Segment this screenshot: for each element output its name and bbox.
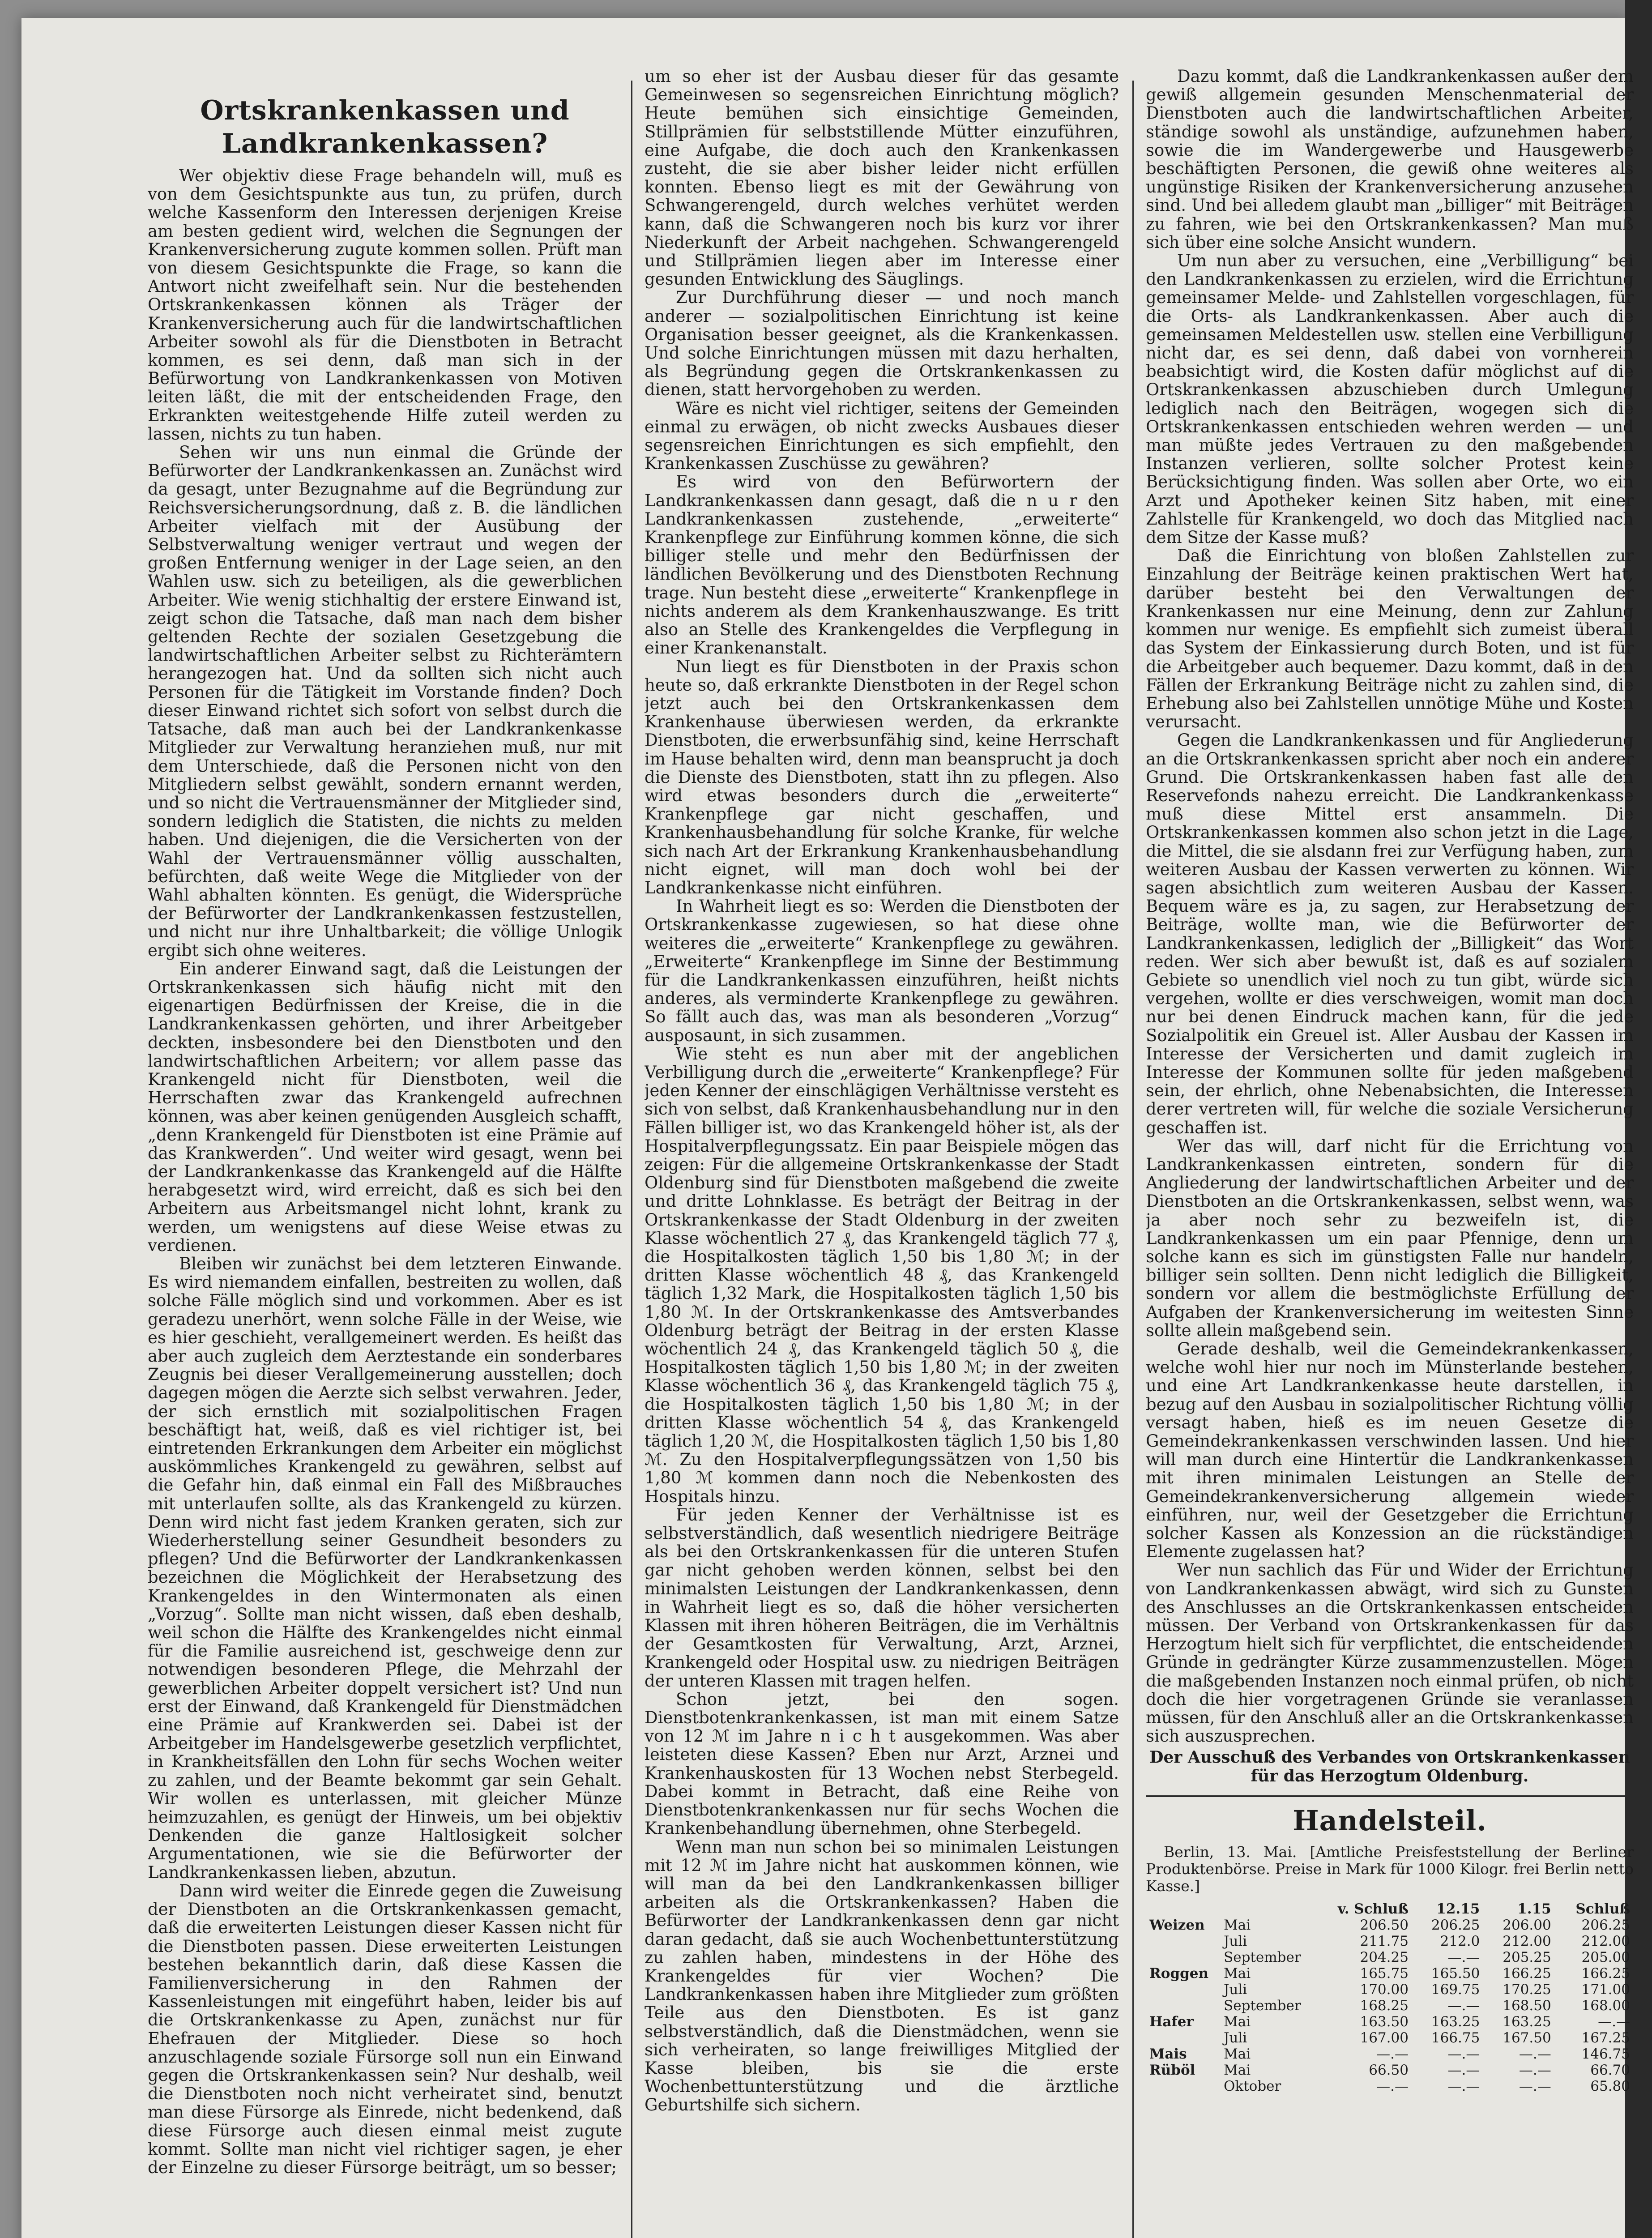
article-paragraph: Um nun aber zu versuchen, eine „Verbilligung“ bei den Landkrankenkassen zu erzielen, wird die Errichtung gemeinsamer Melde- und Zahlstellen vorgeschlagen, für die Orts- als Landkrankenkassen. Aber auch die gemeinsamen Meldestellen usw. stellen eine Verbilligung nicht dar, es sei denn, daß dabei von vornherein beabsichtigt wird, die Kosten dafür möglichst auf die Ortskrankenkassen abzuschieben durch Umlegung lediglich nach den Beiträgen, wogegen sich die Ortskrankenkassen entschieden wehren werden — und man müßte jedes Vertrauen zu den maßgebenden Instanzen verlieren, sollte solcher Protest keine Berücksichtigung finden. Was sollen aber Orte, wo ein Arzt und Apotheker keinen Sitz haben, mit einer Zahlstelle für Krankengeld, wo doch das Mitglied nach dem Sitze der Kasse muß? bbox=[1146, 251, 1634, 547]
article-paragraph: Gerade deshalb, weil die Gemeindekrankenkassen, welche wohl hier nur noch im Münsterlande bestehen, und eine Art Landkrankenkasse heute darstellen, in bezug auf den Ausbau in sozialpolitischer Richtung völlig versagt haben, hieß es im neuen Gesetze die Gemeindekrankenkassen verschwinden lassen. Und hier will man durch eine Hintertür die Landkrankenkassen mit ihren minimalen Leistungen an Stelle der Gemeindekrankenversicherung allgemein wieder einführen, nur, weil der Gesetzgeber die Errichtung solcher Kassen als Konzession an die rückständigen Elemente zugelassen hat? bbox=[1146, 1339, 1634, 1562]
price-cell: —.— bbox=[1447, 2046, 1480, 2063]
commodity-cell bbox=[1146, 1998, 1220, 2014]
price-table-row bbox=[1146, 2046, 1634, 2062]
article-paragraph: Dazu kommt, daß die Landkrankenkassen außer dem gewiß allgemein gesunden Menschenmaterial der Dienstboten auch die landwirtschaftlichen Arbeiter, ständige sowohl als unständige, aufzunehmen haben, sowie die im Wandergewerbe und Hausgewerbe beschäftigten Personen, die gewiß ohne weiteres als ungünstige Risiken der Krankenversicherung anzusehen sind. Und bei alledem glaubt man „billiger“ mit Beiträgen zu fahren, wie bei den Ortskrankenkassen? Man muß sich über eine solche Ansicht wundern. bbox=[1146, 67, 1634, 252]
article-paragraph: Wäre es nicht viel richtiger, seitens der Gemeinden einmal zu erwägen, ob nicht zwecks Ausbaues dieser segensreichen Einrichtungen es sich empfiehlt, den Krankenkassen Zuschüsse zu gewähren? bbox=[645, 398, 1119, 474]
market-section-title: Handelsteil. bbox=[1293, 1804, 1487, 1837]
price-cell: —.— bbox=[1376, 2046, 1409, 2063]
price-cell: 66.50 bbox=[1369, 2062, 1409, 2079]
month-cell: Oktober bbox=[1224, 2078, 1281, 2095]
price-cell: 163.25 bbox=[1503, 2014, 1551, 2030]
column-2 bbox=[645, 67, 1119, 2238]
commodity-cell bbox=[1146, 1949, 1220, 1965]
price-cell: 204.25 bbox=[1360, 1949, 1409, 1966]
column-rule-2 bbox=[1132, 81, 1134, 2238]
price-table-row bbox=[1146, 2062, 1634, 2078]
month-cell: Mai bbox=[1224, 1917, 1251, 1934]
commodity-cell: Mais bbox=[1149, 2046, 1187, 2063]
price-cell: 212.0 bbox=[1440, 1933, 1480, 1950]
article-paragraph: Wer objektiv diese Frage behandeln will, muß es von dem Gesichtspunkte aus tun, zu prüfen, durch welche Kassenform den Interessen derjenigen Kreise am besten gedient wird, welchen die Segnungen der Krankenversicherung zugute kommen sollen. Prüft man von diesem Gesichtspunkte die Frage, so kann die Antwort nicht zweifelhaft sein. Nur die bestehenden Ortskrankenkassen können als Träger der Krankenversicherung auch für die landwirtschaftlichen Arbeiter sowohl als für die Dienstboten in Betracht kommen, es sei denn, daß man sich in der Befürwortung von Landkrankenkassen von Motiven leiten läßt, die mit der entscheidenden Frage, den Erkrankten weitestgehende Hilfe zuteil werden zu lassen, nichts zu tun haben. bbox=[148, 166, 622, 444]
price-cell: 206.25 bbox=[1581, 1917, 1630, 1934]
article-paragraph: Für jeden Kenner der Verhältnisse ist es selbstverständlich, daß wesentlich niedrigere Beiträge als bei den Ortskrankenkassen für die unteren Stufen gar nicht gehoben werden können, selbst bei den minimalsten Leistungen der Landkrankenkassen, denn in Wahrheit liegt es so, daß die höher versicherten Klassen mit ihren höheren Beiträgen, die im Verhältnis der Gesamtkosten für Verwaltung, Arzt, Arznei, Krankengeld oder Hospital usw. zu niedrigen Beiträgen der unteren Klassen mit tragen helfen. bbox=[645, 1505, 1119, 1691]
price-cell: 169.75 bbox=[1431, 1982, 1480, 1998]
price-cell: 168.00 bbox=[1581, 1998, 1630, 2014]
month-cell: Mai bbox=[1224, 2014, 1251, 2030]
commodity-cell: Rüböl bbox=[1149, 2062, 1195, 2079]
month-cell: Juli bbox=[1224, 2030, 1247, 2046]
price-cell: 65.80 bbox=[1590, 2078, 1630, 2095]
article-paragraph: Nun liegt es für Dienstboten in der Praxis schon heute so, daß erkrankte Dienstboten in der Regel schon jetzt auch bei den Ortskrankenkassen dem Krankenhause überwiesen werden, da erkrankte Dienstboten, die erwerbsunfähig sind, keine Herrschaft im Hause behalten wird, denn man beansprucht ja doch die Dienste des Dienstboten, statt ihn zu pflegen. Also wird etwas besonders durch die „erweiterte“ Krankenpflege gar nicht geschaffen, und Krankenhausbehandlung für solche Kranke, für welche sich nach Art der Erkrankung Krankenhausbehandlung nicht eignet, will man doch wohl bei der Landkrankenkasse nicht einführen. bbox=[645, 657, 1119, 897]
article-paragraph: Dann wird weiter die Einrede gegen die Zuweisung der Dienstboten an die Ortskrankenkassen gemacht, daß die erweiterten Leistungen dieser Kassen nicht für die Dienstboten passen. Diese erweiterten Leistungen bestehen bekanntlich darin, daß diese Kassen die Familienversicherung in den Rahmen der Kassenleistungen mit eingeführt haben, leider bis auf die Ortskrankenkasse zu Apen, zunächst nur für Ehefrauen der Mitglieder. Diese so hoch anzuschlagende soziale Fürsorge soll nun ein Einwand gegen die Ortskrankenkassen sein? Nur deshalb, weil die Dienstboten noch nicht verheiratet sind, benutzt man diese Fürsorge als Einrede, nicht bedenkend, daß diese Fürsorge auch diesen einmal meist zugute kommt. Sollte man nicht viel richtiger sagen, je eher der Einzelne zu dieser Fürsorge beiträgt, um so besser; bbox=[148, 1881, 622, 2177]
price-cell: 211.75 bbox=[1360, 1933, 1409, 1950]
price-cell: —.— bbox=[1447, 1998, 1480, 2014]
commodity-cell: Roggen bbox=[1149, 1965, 1209, 1982]
section-divider bbox=[1146, 1795, 1634, 1797]
article-paragraph: Wer nun sachlich das Für und Wider der Errichtung von Landkrankenkassen abwägt, wird sich zu Gunsten des Anschlusses an die Ortskrankenkassen entscheiden müssen. Der Verband von Ortskrankenkassen für das Herzogtum hielt sich für verpflichtet, die entscheidenden Gründe in gedrängter Kürze zusammenzustellen. Mögen die maßgebenden Instanzen noch einmal prüfen, ob nicht doch die hier vorgetragenen Gründe sie veranlassen müssen, für den Anschluß aller an die Ortskrankenkassen sich auszusprechen. bbox=[1146, 1560, 1634, 1746]
price-table-row bbox=[1146, 2014, 1634, 2030]
commodity-cell bbox=[1146, 1933, 1220, 1949]
grain-price-table bbox=[1146, 1901, 1634, 2094]
column-3 bbox=[1146, 67, 1634, 2238]
price-table-row bbox=[1146, 1982, 1634, 1998]
price-table-header bbox=[1146, 1901, 1634, 1917]
price-cell: 206.25 bbox=[1431, 1917, 1480, 1934]
price-cell: —.— bbox=[1598, 2014, 1630, 2030]
article-paragraph: Bleiben wir zunächst bei dem letzteren Einwande. Es wird niemandem einfallen, bestreiten zu wollen, daß solche Fälle möglich sind und vorkommen. Aber es ist geradezu unerhört, wenn solche Fälle in der Weise, wie es hier geschieht, verallgemeinert werden. Es heißt das aber auch zugleich dem Aerztestande ein sonderbares Zeugnis bei dieser Verallgemeinerung ausstellen; doch dagegen mögen die Aerzte sich selbst verwahren. Jeder, der sich ernstlich mit sozialpolitischen Fragen beschäftigt hat, weiß, daß es viel richtiger ist, bei eintretenden Erkrankungen dem Arbeiter ein möglichst auskömmliches Krankengeld zu gewähren, selbst auf die Gefahr hin, daß einmal ein Fall des Mißbrauches mit unterlaufen sollte, als das Krankengeld zu kürzen. Denn wird nicht fast jedem Kranken geraten, sich zur Wiederherstellung seiner Gesundheit besonders zu pflegen? Und die Befürworter der Landkrankenkassen bezeichnen die Möglichkeit der Herabsetzung des Krankengeldes in den Wintermonaten als einen „Vorzug“. Sollte man nicht wissen, daß eben deshalb, weil schon die Hälfte des Krankengeldes nicht einmal für die Familie ausreichend ist, geschweige denn zur notwendigen besonderen Pflege, die Mehrzahl der gewerblichen Arbeiter doppelt versichert ist? Und nun erst der Einwand, daß Krankengeld für Dienstmädchen eine Prämie auf Krankwerden sei. Dabei ist der Arbeitgeber im Handelsgewerbe gesetzlich verpflichtet, in Krankheitsfällen den Lohn für sechs Wochen weiter zu zahlen, und der Beamte bekommt gar sein Gehalt. Wir wollen es unterlassen, mit gleicher Münze heimzuzahlen, es genügt der Hinweis, um bei objektiv Denkenden die ganze Haltlosigkeit solcher Argumentationen, wie sie die Befürworter der Landkrankenkassen lieben, abzutun. bbox=[148, 1254, 622, 1882]
month-cell: Juli bbox=[1224, 1933, 1247, 1950]
header-cell bbox=[1146, 1901, 1220, 1917]
price-cell: —.— bbox=[1519, 2046, 1551, 2063]
month-cell: Mai bbox=[1224, 2046, 1251, 2063]
price-cell: 163.50 bbox=[1360, 2014, 1409, 2030]
price-cell: 212.00 bbox=[1581, 1933, 1630, 1950]
price-cell: —.— bbox=[1519, 2062, 1551, 2079]
price-cell: 171.00 bbox=[1581, 1982, 1630, 1998]
article-headline: Ortskrankenkassen und Landkrankenkassen? bbox=[200, 95, 570, 159]
price-cell: 170.25 bbox=[1503, 1982, 1551, 1998]
price-cell: 163.25 bbox=[1431, 2014, 1480, 2030]
price-cell: 206.50 bbox=[1360, 1917, 1409, 1934]
market-intro: Berlin, 13. Mai. [Amtliche Preisfeststellung der Berliner Produktenbörse. Preise in Mark für 1000 Kilogr. frei Berlin netto Kasse.] bbox=[1146, 1843, 1634, 1895]
article-paragraph: Sehen wir uns nun einmal die Gründe der Befürworter der Landkrankenkassen an. Zunächst wird da gesagt, unter Bezugnahme auf die Begründung zur Reichsversicherungsordnung, daß z. B. die ländlichen Arbeiter vielfach mit der Ausübung der Selbstverwaltung weniger vertraut und wegen der großen Entfernung weniger in der Lage seien, an den Wahlen usw. sich zu beteiligen, als die gewerblichen Arbeiter. Wie wenig stichhaltig der erstere Einwand ist, zeigt schon die Tatsache, daß man nach dem bisher geltenden Rechte der sozialen Gesetzgebung die landwirtschaftlichen Arbeiter selbst zu Richterämtern herangezogen hat. Und da sollten sich nicht auch Personen für die Tätigkeit im Vorstande finden? Doch dieser Einwand richtet sich sofort von selbst durch die Tatsache, daß man auch bei der Landkrankenkasse Mitglieder zur Verwaltung heranziehen muß, nur mit dem Unterschiede, daß die Personen nicht von den Mitgliedern selbst gewählt, sondern ernannt werden, und so nicht die Vertrauensmänner der Mitglieder sind, sondern lediglich die Statisten, die nichts zu melden haben. Und diejenigen, die die Versicherten von der Wahl der Vertrauensmänner völlig ausschalten, befürchten, daß weite Wege die Mitglieder von der Wahl abhalten könnten. Es genügt, die Widersprüche der Befürworter der Landkrankenkassen festzustellen, und nicht nur ihre Unhaltbarkeit; die völlige Unlogik ergibt sich ohne weiteres. bbox=[148, 443, 622, 960]
price-table-row bbox=[1146, 2030, 1634, 2046]
price-cell: 165.50 bbox=[1431, 1965, 1480, 1982]
article-paragraph: Zur Durchführung dieser — und noch manch anderer — sozialpolitischen Einrichtung ist keine Organisation besser geeignet, als die Krankenkassen. Und solche Einrichtungen müssen mit dazu herhalten, als Begründung gegen die Ortskrankenkassen zu dienen, statt hervorgehoben zu werden. bbox=[645, 288, 1119, 400]
price-cell: 168.25 bbox=[1360, 1998, 1409, 2014]
month-cell: Mai bbox=[1224, 2062, 1251, 2079]
month-cell: Mai bbox=[1224, 1965, 1251, 1982]
signature-line: Der Ausschuß des Verbandes von Ortskrankenkassen bbox=[1149, 1748, 1630, 1767]
article-paragraph: Schon jetzt, bei den sogen. Dienstbotenkrankenkassen, ist man mit einem Satze von 12 ℳ im Jahre n i c h t ausgekommen. Was aber leisteten diese Kassen? Eben nur Arzt, Arznei und Krankenhauskosten für 13 Wochen nebst Sterbegeld. Dabei kommt in Betracht, daß eine Reihe von Dienstbotenkrankenkassen nur für sechs Wochen die Krankenbehandlung übernehmen, ohne Sterbegeld. bbox=[645, 1689, 1119, 1838]
article-paragraph: Wenn man nun schon bei so minimalen Leistungen mit 12 ℳ im Jahre nicht hat auskommen können, wie will man da bei den Landkrankenkassen billiger arbeiten als die Ortskrankenkassen? Haben die Befürworter der Landkrankenkassen denn gar nicht daran gedacht, daß sie auch Wochenbettunterstützung zu zahlen haben, mindestens in der Höhe des Krankengeldes für vier Wochen? Die Landkrankenkassen haben ihre Mitglieder zum größten Teile aus den Dienstboten. Es ist ganz selbstverständlich, daß die Dienstmädchen, wenn sie sich verheiraten, so lange freiwilliges Mitglied der Kasse bleiben, bis sie die erste Wochenbettunterstützung und die ärztliche Geburtshilfe sich sichern. bbox=[645, 1837, 1119, 2115]
price-cell: —.— bbox=[1519, 2078, 1551, 2095]
price-table-row bbox=[1146, 1998, 1634, 2014]
article-paragraph: In Wahrheit liegt es so: Werden die Dienstboten der Ortskrankenkasse zugewiesen, so hat diese ohne weiteres die „erweiterte“ Krankenpflege zu gewähren. „Erweiterte“ Krankenpflege im Sinne der Bestimmung für die Landkrankenkassen einzuführen, heißt nichts anderes, als verminderte Krankenpflege zu gewähren. So fällt auch das, was man als besonderen „Vorzug“ ausposaunt, in sich zusammen. bbox=[645, 897, 1119, 1045]
header-cell: v. Schluß bbox=[1337, 1901, 1409, 1918]
price-cell: 146.75 bbox=[1581, 2046, 1630, 2063]
header-cell: 1.15 bbox=[1517, 1901, 1551, 1918]
article-paragraph: Wie steht es nun aber mit der angeblichen Verbilligung durch die „erweiterte“ Krankenpflege? Für jeden Kenner der einschlägigen Verhältnisse versteht es sich von selbst, daß Krankenhausbehandlung nur in den Fällen billiger ist, wo das Krankengeld höher ist, als der Hospitalverpflegungssatz. Ein paar Beispiele mögen das zeigen: Für die allgemeine Ortskrankenkasse der Stadt Oldenburg sind für Dienstboten maßgebend die zweite und dritte Lohnklasse. Es beträgt der Beitrag in der Ortskrankenkasse der Stadt Oldenburg in der zweiten Klasse wöchentlich 27 ₰, das Krankengeld täglich 77 ₰, die Hospitalkosten täglich 1,50 bis 1,80 ℳ; in der dritten Klasse wöchentlich 48 ₰, das Krankengeld täglich 1,32 Mark, die Hospitalkosten täglich 1,50 bis 1,80 ℳ. In der Ortskrankenkasse des Amtsverbandes Oldenburg beträgt der Beitrag in der ersten Klasse wöchentlich 24 ₰, das Krankengeld täglich 50 ₰, die Hospitalkosten täglich 1,50 bis 1,80 ℳ; in der zweiten Klasse wöchentlich 36 ₰, das Krankengeld täglich 75 ₰, die Hospitalkosten täglich 1,50 bis 1,80 ℳ; in der dritten Klasse wöchentlich 54 ₰, das Krankengeld täglich 1,20 ℳ, die Hospitalkosten täglich 1,50 bis 1,80 ℳ. Zu den Hospitalverpflegungssätzen von 1,50 bis 1,80 ℳ kommen dann noch die Nebenkosten des Hospitals hinzu. bbox=[645, 1044, 1119, 1506]
column-rule-1 bbox=[631, 81, 632, 2238]
price-table-row bbox=[1146, 2078, 1634, 2094]
column-1 bbox=[148, 67, 622, 2238]
price-cell: —.— bbox=[1447, 2062, 1480, 2079]
article-signature bbox=[1146, 1748, 1634, 1785]
price-cell: 168.50 bbox=[1503, 1998, 1551, 2014]
price-table-row bbox=[1146, 1917, 1634, 1933]
price-cell: —.— bbox=[1376, 2078, 1409, 2095]
price-cell: 206.00 bbox=[1503, 1917, 1551, 1934]
price-cell: 166.25 bbox=[1503, 1965, 1551, 1982]
price-cell: —.— bbox=[1447, 1949, 1480, 1966]
header-cell: Schluß bbox=[1575, 1901, 1630, 1918]
article-paragraph: um so eher ist der Ausbau dieser für das gesamte Gemeinwesen so segensreichen Einrichtung möglich? Heute bemühen sich einsichtige Gemeinden, Stillprämien für selbststillende Mütter einzuführen, eine Aufgabe, die doch auch den Krankenkassen zusteht, die sie aber bisher leider nicht erfüllen konnten. Ebenso liegt es mit der Gewährung von Schwangerengeld, durch welches verhütet werden kann, daß die Schwangeren noch bis kurz vor ihrer Niederkunft der Arbeit nachgehen. Schwangerengeld und Stillprämien liegen aber im Interesse einer gesunden Entwicklung des Säuglings. bbox=[645, 67, 1119, 289]
header-cell: 12.15 bbox=[1436, 1901, 1480, 1918]
commodity-cell bbox=[1146, 2078, 1220, 2094]
price-cell: 205.00 bbox=[1581, 1949, 1630, 1966]
price-cell: 167.25 bbox=[1581, 2030, 1630, 2046]
article-paragraph: Es wird von den Befürwortern der Landkrankenkassen dann gesagt, daß die n u r den Landkrankenkassen zustehende, „erweiterte“ Krankenpflege zur Einführung kommen könne, die sich billiger stelle und mehr den Bedürfnissen der ländlichen Bevölkerung und des Dienstboten Rechnung trage. Nun besteht diese „erweiterte“ Krankenpflege in nichts anderem als dem Krankenhauszwange. Es tritt also an Stelle des Krankengeldes die Verpflegung in einer Krankenanstalt. bbox=[645, 472, 1119, 658]
article-paragraph: Ein anderer Einwand sagt, daß die Leistungen der Ortskrankenkassen sich häufig nicht mit den eigenartigen Bedürfnissen der Kreise, die in die Landkrankenkassen gehörten, und ihrer Arbeitgeber deckten, insbesondere bei den Dienstboten und den landwirtschaftlichen Arbeitern; vor allem passe das Krankengeld nicht für Dienstboten, weil die Herrschaften zwar das Krankengeld aufrechnen können, was aber keinen genügenden Ausgleich schafft, „denn Krankengeld für Dienstboten ist eine Prämie auf das Krankwerden“. Und weiter wird gesagt, wenn bei der Landkrankenkasse das Krankengeld auf die Hälfte herabgesetzt wird, wird erreicht, daß es sich bei den Arbeitern aus Arbeitsmangel nicht lohnt, krank zu werden, um wenigstens auf diese Weise etwas zu verdienen. bbox=[148, 959, 622, 1255]
month-cell: September bbox=[1224, 1949, 1301, 1966]
price-cell: 170.00 bbox=[1360, 1982, 1409, 1998]
article-paragraph: Wer das will, darf nicht für die Errichtung von Landkrankenkassen eintreten, sondern für die Angliederung der landwirtschaftlichen Arbeiter und der Dienstboten an die Ortskrankenkassen, selbst wenn, was ja aber noch sehr zu bezweifeln ist, die Landkrankenkassen um ein paar Pfennige, denn um solche kann es sich im günstigsten Falle nur handeln, billiger sein sollten. Denn nicht lediglich die Billigkeit, sondern vor allem die bestmöglichste Erfüllung der Aufgaben der Krankenversicherung im weitesten Sinne sollte allein maßgebend sein. bbox=[1146, 1136, 1634, 1340]
price-table-body bbox=[1146, 1917, 1634, 2094]
price-table-row bbox=[1146, 1949, 1634, 1965]
price-cell: 166.75 bbox=[1431, 2030, 1480, 2046]
price-cell: 166.25 bbox=[1581, 1965, 1630, 1982]
article-paragraph: Daß die Einrichtung von bloßen Zahlstellen zur Einzahlung der Beiträge keinen praktischen Wert hat, darüber besteht bei den Verwaltungen der Krankenkassen nur eine Meinung, denn zur Zahlung kommen nur wenige. Es empfiehlt sich zumeist überall das System der Einkassierung durch Boten, und ist für die Arbeitgeber auch bequemer. Dazu kommt, daß in den Fällen der Erkrankung Beiträge nicht zu zahlen sind, die Erhebung also bei Zahlstellen unnötige Mühe und Kosten verursacht. bbox=[1146, 546, 1634, 732]
commodity-cell: Hafer bbox=[1149, 2014, 1194, 2030]
commodity-cell bbox=[1146, 2030, 1220, 2046]
month-cell: Juli bbox=[1224, 1982, 1247, 1998]
signature-line: für das Herzogtum Oldenburg. bbox=[1251, 1767, 1529, 1786]
price-table-row bbox=[1146, 1933, 1634, 1949]
price-cell: 167.50 bbox=[1503, 2030, 1551, 2046]
price-cell: 205.25 bbox=[1503, 1949, 1551, 1966]
commodity-cell: Weizen bbox=[1149, 1917, 1205, 1934]
commodity-cell bbox=[1146, 1982, 1220, 1998]
price-cell: 165.75 bbox=[1360, 1965, 1409, 1982]
price-cell: —.— bbox=[1447, 2078, 1480, 2095]
price-cell: 167.00 bbox=[1360, 2030, 1409, 2046]
price-cell: 66.70 bbox=[1590, 2062, 1630, 2079]
price-table-row bbox=[1146, 1965, 1634, 1982]
article-paragraph: Gegen die Landkrankenkassen und für Angliederung an die Ortskrankenkassen spricht aber noch ein anderer Grund. Die Ortskrankenkassen haben fast alle den Reservefonds nahezu erreicht. Die Landkrankenkasse muß diese Mittel erst ansammeln. Die Ortskrankenkassen kommen also schon jetzt in die Lage, die Mittel, die sie alsdann frei zur Verfügung haben, zum weiteren Ausbau der Kassen verwerten zu können. Wir sagen absichtlich zum weiteren Ausbau der Kassen. Bequem wäre es ja, zu sagen, zur Herabsetzung der Beiträge, wollte man, wie die Befürworter der Landkrankenkassen, lediglich der „Billigkeit“ das Wort reden. Wer sich aber bewußt ist, daß es auf sozialem Gebiete so unendlich viel noch zu tun gibt, würde sich vergehen, wollte er dies verschweigen, womit man doch nur bei denen Eindruck machen kann, für die jede Sozialpolitik ein Greuel ist. Aller Ausbau der Kassen im Interesse der Versicherten und damit zugleich im Interesse der Kommunen sollte für jeden maßgebend sein, der ehrlich, ohne Nebenabsichten, die Interessen derer vertreten will, für welche die soziale Versicherung geschaffen ist. bbox=[1146, 730, 1634, 1137]
price-cell: 212.00 bbox=[1503, 1933, 1551, 1950]
month-cell: September bbox=[1224, 1998, 1301, 2014]
header-cell bbox=[1220, 1901, 1312, 1917]
